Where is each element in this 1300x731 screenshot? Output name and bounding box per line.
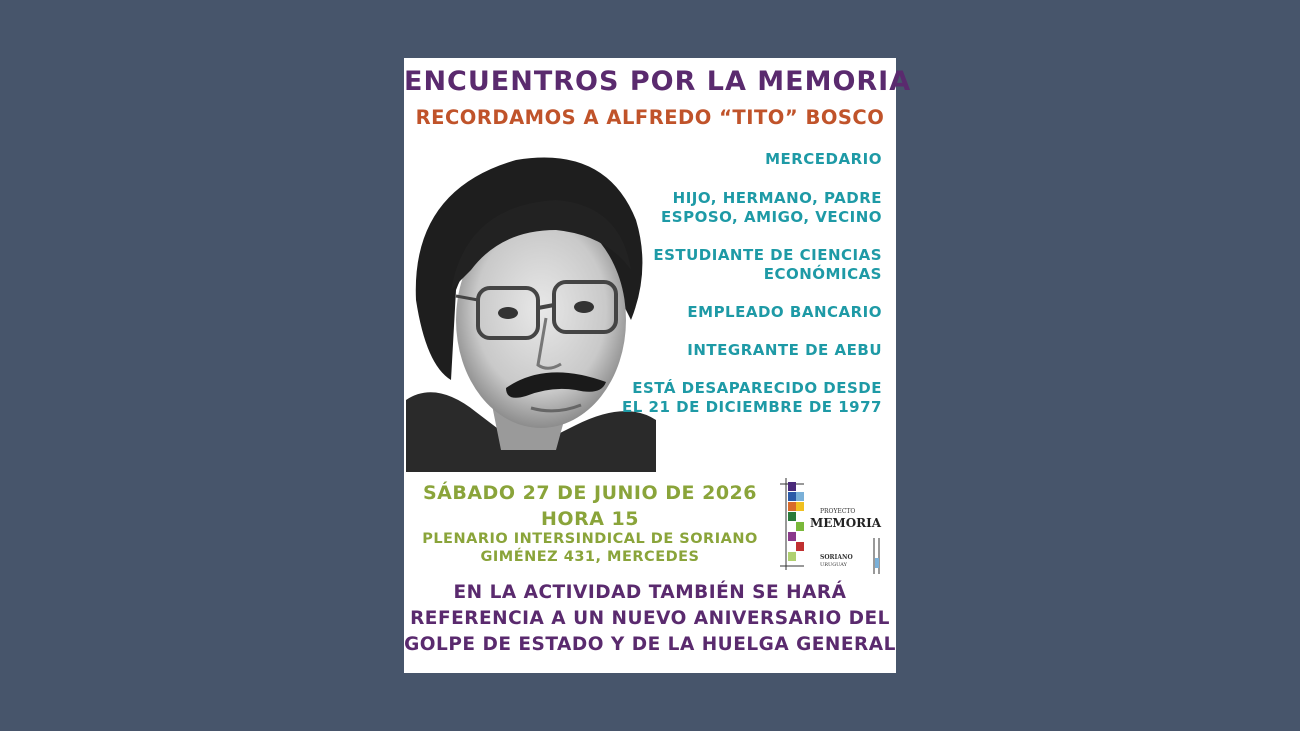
proyecto-memoria-logo [780,478,892,578]
bio-line: MERCEDARIO [765,150,882,168]
bio-line: ECONÓMICAS [763,265,882,283]
closing-line: GOLPE DE ESTADO Y DE LA HUELGA GENERAL [404,634,896,655]
bio-line: ESTÁ DESAPARECIDO DESDE [632,379,882,397]
bio-line: ESTUDIANTE DE CIENCIAS [653,246,882,264]
event-place: PLENARIO INTERSINDICAL DE SORIANO [422,531,758,547]
closing-line: EN LA ACTIVIDAD TAMBIÉN SE HARÁ [453,582,847,603]
poster-subtitle: RECORDAMOS A ALFREDO “TITO” BOSCO [415,106,885,129]
portrait-photo [406,150,656,472]
event-time: HORA 15 [541,508,639,530]
bio-line: ESPOSO, AMIGO, VECINO [661,208,882,226]
bio-line: EL 21 DE DICIEMBRE DE 1977 [622,398,882,416]
logo-soriano-text: SORIANO [820,554,853,561]
logo-proyecto-text: PROYECTO [820,508,856,515]
bio-line: EMPLEADO BANCARIO [687,303,882,321]
logo-memoria-text: MEMORIA [810,516,882,530]
bio-line: HIJO, HERMANO, PADRE [672,189,882,207]
event-address: GIMÉNEZ 431, MERCEDES [480,549,700,565]
bio-line: INTEGRANTE DE AEBU [687,341,882,359]
event-poster [404,58,912,673]
event-date: SÁBADO 27 DE JUNIO DE 2026 [422,482,757,504]
poster-title: ENCUENTROS POR LA MEMORIA [404,66,912,97]
closing-line: REFERENCIA A UN NUEVO ANIVERSARIO DEL [410,608,890,629]
logo-uruguay-text: URUGUAY [820,562,847,568]
